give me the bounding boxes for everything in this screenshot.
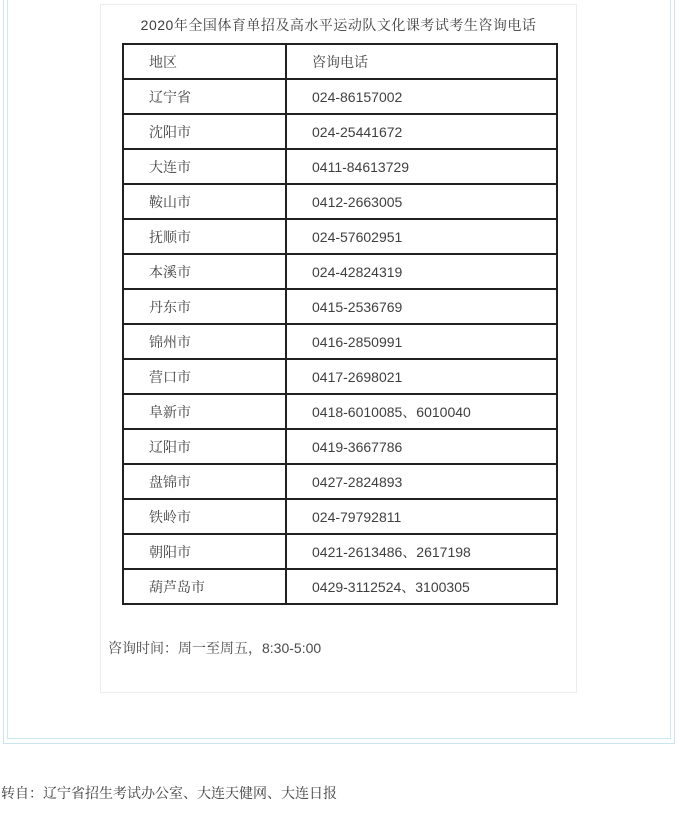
table-header-row — [123, 44, 557, 79]
table-row — [123, 79, 557, 114]
article-card — [100, 4, 577, 693]
table-row — [123, 184, 557, 219]
region-cell: 铁岭市 — [123, 499, 286, 534]
table-row — [123, 394, 557, 429]
column-header-region: 地区 — [123, 44, 286, 79]
table-row — [123, 289, 557, 324]
region-cell: 锦州市 — [123, 324, 286, 359]
region-cell: 抚顺市 — [123, 219, 286, 254]
region-cell: 丹东市 — [123, 289, 286, 324]
table-row — [123, 534, 557, 569]
table-row — [123, 359, 557, 394]
region-cell: 沈阳市 — [123, 114, 286, 149]
phone-cell: 0418-6010085、6010040 — [286, 394, 557, 429]
phone-table-body — [123, 79, 557, 604]
table-title: 2020年全国体育单招及高水平运动队文化课考试考生咨询电话 — [140, 17, 537, 33]
phone-cell: 0417-2698021 — [286, 359, 557, 394]
phone-cell: 0419-3667786 — [286, 429, 557, 464]
table-row — [123, 464, 557, 499]
phone-cell: 024-57602951 — [286, 219, 557, 254]
table-row — [123, 324, 557, 359]
table-row — [123, 499, 557, 534]
phone-cell: 0412-2663005 — [286, 184, 557, 219]
table-row — [123, 219, 557, 254]
region-cell: 辽宁省 — [123, 79, 286, 114]
phone-cell: 024-25441672 — [286, 114, 557, 149]
phone-cell: 0429-3112524、3100305 — [286, 569, 557, 604]
column-header-phone: 咨询电话 — [286, 44, 557, 79]
region-cell: 本溪市 — [123, 254, 286, 289]
table-row — [123, 429, 557, 464]
phone-cell: 0416-2850991 — [286, 324, 557, 359]
phone-cell: 024-79792811 — [286, 499, 557, 534]
source-attribution: 转自：辽宁省招生考试办公室、大连天健网、大连日报 — [1, 785, 337, 801]
region-cell: 辽阳市 — [123, 429, 286, 464]
table-row — [123, 569, 557, 604]
region-cell: 鞍山市 — [123, 184, 286, 219]
phone-cell: 024-86157002 — [286, 79, 557, 114]
region-cell: 阜新市 — [123, 394, 286, 429]
consultation-phone-table — [122, 43, 558, 605]
phone-cell: 024-42824319 — [286, 254, 557, 289]
table-row — [123, 149, 557, 184]
region-cell: 大连市 — [123, 149, 286, 184]
phone-cell: 0421-2613486、2617198 — [286, 534, 557, 569]
region-cell: 葫芦岛市 — [123, 569, 286, 604]
phone-cell: 0415-2536769 — [286, 289, 557, 324]
table-row — [123, 114, 557, 149]
consultation-time-note: 咨询时间：周一至周五，8:30-5:00 — [108, 640, 322, 656]
region-cell: 营口市 — [123, 359, 286, 394]
phone-cell: 0427-2824893 — [286, 464, 557, 499]
table-row — [123, 254, 557, 289]
region-cell: 盘锦市 — [123, 464, 286, 499]
phone-cell: 0411-84613729 — [286, 149, 557, 184]
region-cell: 朝阳市 — [123, 534, 286, 569]
